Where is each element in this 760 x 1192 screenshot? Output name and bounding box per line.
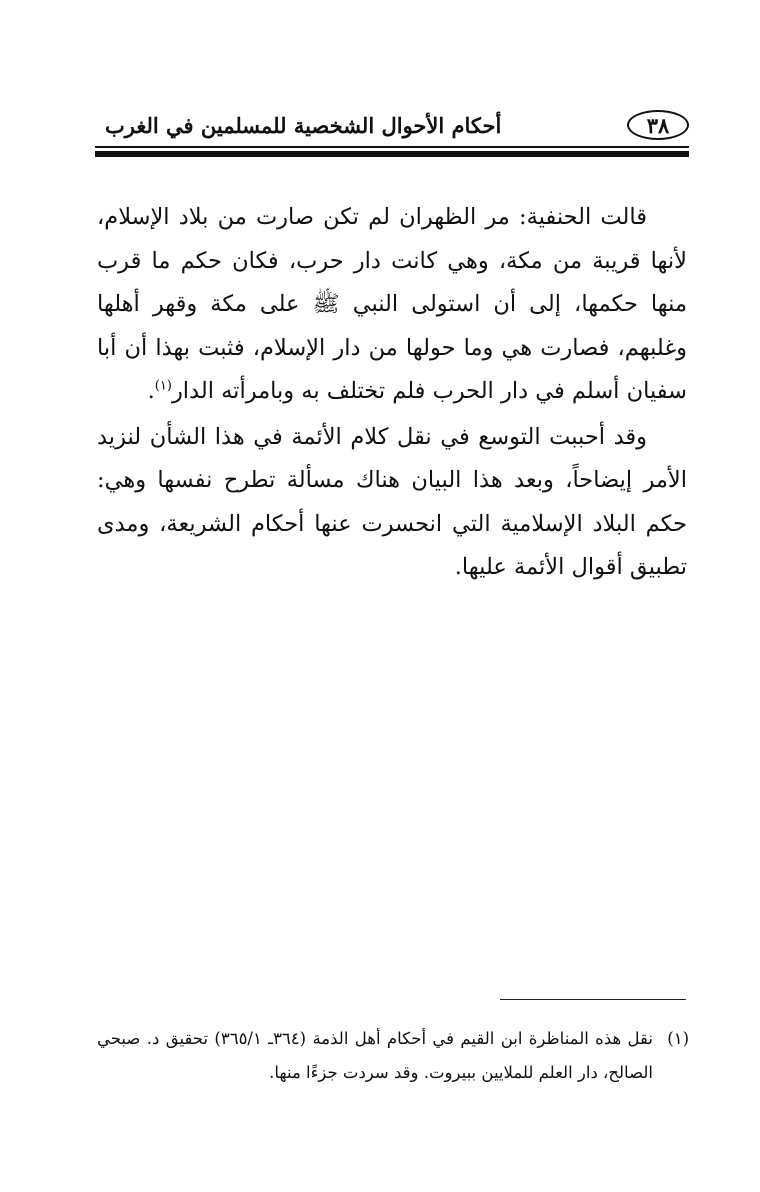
header-rule-thick <box>95 151 689 157</box>
paragraph-1-text: قالت الحنفية: مر الظهران لم تكن صارت من بلاد الإسلام، لأنها قريبة من مكة، وهي كانت دار حرب، فكان حكم ما قرب منها حكمها، إلى أن استولى النبي ﷺ على مكة وقهر أهلها وغلبهم، فصارت هي وما حولها من دار الإسلام، فثبت بهذا أن أبا سفيان أسلم في دار الحرب فلم تختلف به وبامرأته الدار <box>97 204 687 404</box>
page-number: ٣٨ <box>627 110 689 140</box>
page-header <box>95 106 689 150</box>
footnote-number: (١) <box>667 1029 689 1048</box>
running-title: أحكام الأحوال الشخصية للمسلمين في الغرب <box>105 113 502 138</box>
paragraph-2: وقد أحببت التوسع في نقل كلام الأئمة في هذا الشأن لنزيد الأمر إيضاحاً، وبعد هذا البيان هناك مسألة تطرح نفسها وهي: حكم البلاد الإسلامية التي انحسرت عنها أحكام الشريعة، ومدى تطبيق أقوال الأئمة عليها. <box>97 423 687 580</box>
paragraph-1-end: . <box>147 378 155 404</box>
footnotes <box>97 1022 689 1090</box>
header-rule-thin <box>95 146 689 148</box>
main-text <box>97 196 687 592</box>
footnote <box>97 1022 689 1090</box>
footnote-reference: (١) <box>154 378 172 394</box>
paragraph-1 <box>97 196 687 414</box>
footnote-separator <box>500 999 686 1000</box>
footnote-text: نقل هذه المناظرة ابن القيم في أحكام أهل الذمة (٣٦٤ـ ٣٦٥/١) تحقيق د. صبحي الصالح، دار العلم للملايين ببيروت. وقد سردت جزءًا منها. <box>97 1029 653 1082</box>
